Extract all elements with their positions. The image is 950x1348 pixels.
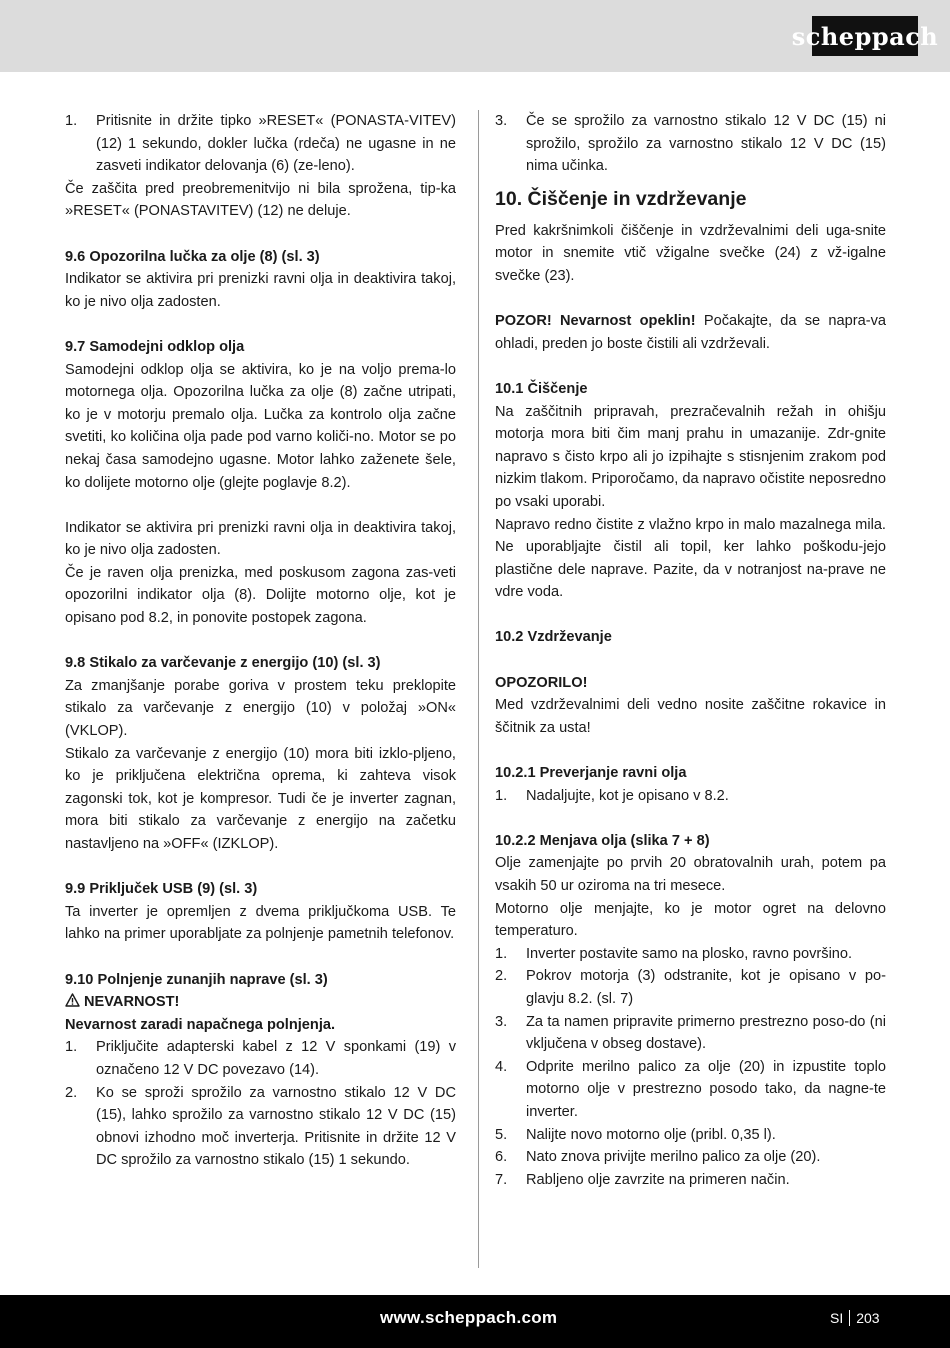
paragraph: Indikator se aktivira pri prenizki ravni olja in deaktivira takoj, ko je nivo olja zadosten.: [65, 271, 456, 310]
list-number: 1.: [495, 945, 508, 962]
list-text: Nato znova privijte merilno palico za olje (20).: [526, 1149, 821, 1166]
list-text: Nalijte novo motorno olje (pribl. 0,35 l).: [526, 1126, 776, 1143]
list-item: [495, 1146, 886, 1169]
website-url: www.scheppach.com: [380, 1308, 558, 1327]
list-text: Pokrov motorja (3) odstranite, kot je opisano v po-glavju 8.2. (sl. 7): [526, 968, 886, 1007]
warning-label: NEVARNOST!: [84, 994, 180, 1011]
warning-subtitle: Nevarnost zaradi napačnega polnjenja.: [65, 1016, 336, 1033]
warning-triangle-icon: [65, 993, 80, 1007]
list-number: 1.: [65, 113, 78, 129]
list-text: Pritisnite in držite tipko »RESET« (PONASTA-VITEV) (12) 1 sekundo, dokler lučka (rdeča) ne ugasne in ne zasveti indikator delovanja (6) (ze-leno).: [96, 113, 456, 175]
list-text: Rabljeno olje zavrzite na primeren način.: [526, 1171, 790, 1188]
left-column: [65, 110, 456, 1172]
warning-label: OPOZORILO!: [495, 674, 588, 691]
list-number: 7.: [495, 1171, 508, 1188]
section-heading-10-2: 10.2 Vzdrževanje: [495, 629, 612, 646]
caution-label: POZOR! Nevarnost opeklin!: [495, 313, 696, 330]
list-item: [65, 110, 456, 178]
list-item: [495, 943, 886, 966]
section-heading-9-8: 9.8 Stikalo za varčevanje z energijo (10) (sl. 3): [65, 655, 381, 672]
paragraph: Napravo redno čistite z vlažno krpo in malo mazalnega mila. Ne uporabljajte čistil ali topil, ker lahko poškodu-jejo plastične dele naprave. Pazite, da v notranjost na-prave ne vdre voda.: [495, 516, 886, 601]
section-heading-9-9: 9.9 Priključek USB (9) (sl. 3): [65, 881, 258, 898]
paragraph: Če je raven olja prenizka, med poskusom zagona zas-veti opozorilni indikator olja (8). Dolijte motorno olje, kot je opisano pod 8.2, in ponovite postopek zagona.: [65, 564, 456, 627]
paragraph: Stikalo za varčevanje z energijo (10) mora biti izklo-pljeno, ko je priključena električna oprema, ki zahteva visok zagonski tok, kot je kompresor. Tudi če je inverter zagnan, mora biti stikalo za varčevanje z energijo na začetku nastavljeno na »OFF« (IZKLOP).: [65, 745, 456, 852]
list-item: [495, 110, 886, 178]
list-item: [495, 785, 886, 808]
list-item: [495, 1056, 886, 1124]
header-bar: [0, 0, 950, 72]
chapter-heading-10: 10. Čiščenje in vzdrževanje: [495, 187, 747, 210]
list-text: Inverter postavite samo na plosko, ravno površino.: [526, 945, 853, 962]
paragraph: Na zaščitnih pripravah, prezračevalnih režah in ohišju motorja mora biti čim manj prahu in umazanije. Zdr-gnite napravo s čisto krpo ali jo izpihajte s stisnjenim zrakom pod nizkim tlakom. Priporočamo, da napravo očistite neposredno po vsaki uporabi.: [495, 403, 886, 510]
list-number: 2.: [495, 968, 508, 985]
list-item: [495, 1124, 886, 1147]
list-number: 3.: [495, 1013, 508, 1030]
list-number: 1.: [495, 787, 508, 804]
list-number: 4.: [495, 1058, 508, 1075]
section-heading-10-1: 10.1 Čiščenje: [495, 380, 588, 397]
oil-change-steps: [495, 943, 886, 1192]
section-heading-9-6: 9.6 Opozorilna lučka za olje (8) (sl. 3): [65, 248, 320, 265]
list-number: 3.: [495, 113, 508, 129]
list-number: 1.: [65, 1039, 78, 1056]
page-value: 203: [856, 1310, 880, 1326]
brand-logo: scheppach: [812, 16, 918, 56]
paragraph: Če zaščita pred preobremenitvijo ni bila sprožena, tip-ka »RESET« (PONASTAVITEV) (12) ne deluje.: [65, 180, 456, 220]
list-number: 5.: [495, 1126, 508, 1143]
list-item: [495, 1011, 886, 1056]
paragraph: Ta inverter je opremljen z dvema priključkoma USB. Te lahko na primer uporabljate za polnjenje pametnih telefonov.: [65, 903, 456, 943]
section-heading-10-2-1: 10.2.1 Preverjanje ravni olja: [495, 765, 687, 782]
paragraph: Indikator se aktivira pri prenizki ravni olja in deaktivira takoj, ko je nivo olja zadosten.: [65, 519, 456, 559]
list-text: Če se sprožilo za varnostno stikalo 12 V DC (15) ni sprožilo, sprožilo za varnostno stikalo 12 V DC (15) nima učinka.: [526, 113, 886, 175]
language-code: SI: [830, 1310, 844, 1326]
paragraph: Samodejni odklop olja se aktivira, ko je na voljo prema-lo motornega olja. Opozorilna lučka za olje (8) začne utripati, ko je v motorju premalo olja. Lučka za kontrolo olja začne svetiti, ko količina olja pade pod varno količi-no. Motor se po nekaj časa samodejno ugasne. Motor lahko zaženete šele, ko dolijete motorno olje (glejte poglavje 8.2).: [65, 361, 456, 491]
list-item: [495, 1169, 886, 1192]
list-text: Ko se sproži sprožilo za varnostno stikalo 12 V DC (15), lahko sprožilo za varnostno stikalo 12 V DC (15) obnovi izhodno moč inverterja. Pritisnite in držite 12 V DC sprožilo za varnostno stikalo (15) 1 sekundo.: [96, 1084, 456, 1169]
paragraph: Med vzdrževalnimi deli vedno nosite zaščitne rokavice in ščitnik za usta!: [495, 697, 886, 736]
section-heading-10-2-2: 10.2.2 Menjava olja (slika 7 + 8): [495, 832, 710, 849]
page-number: [830, 1310, 880, 1326]
list-text: Odprite merilno palico za olje (20) in izpustite toplo motorno olje v prestrezno posodo tako, da nagne-te inverter.: [526, 1058, 886, 1120]
section-heading-9-7: 9.7 Samodejni odklop olja: [65, 338, 245, 355]
right-column: [495, 110, 886, 1191]
paragraph: Motorno olje menjajte, ko je motor ogret na delovno temperaturo.: [495, 900, 886, 940]
list-item: [65, 1082, 456, 1172]
section-heading-9-10: 9.10 Polnjenje zunanjih naprave (sl. 3): [65, 971, 328, 988]
list-text: Za ta namen pripravite primerno prestrezno poso-do (ni vključena v obseg dostave).: [526, 1013, 886, 1053]
paragraph: Pred kakršnimkoli čiščenje in vzdrževalnimi deli uga-snite motor in snemite vtič vžigalne svečke (24) z vž-igalne svečke (23).: [495, 222, 886, 284]
caution-text: Počakajte, da se napra-va ohladi, preden jo boste čistili ali vzdrževali.: [495, 313, 887, 352]
list-text: Priključite adapterski kabel z 12 V sponkami (19) v označeno 12 V DC povezavo (14).: [96, 1039, 456, 1078]
list-item: [65, 1036, 456, 1081]
footer-bar: [0, 1295, 950, 1348]
list-item: [495, 965, 886, 1010]
list-text: Nadaljujte, kot je opisano v 8.2.: [526, 787, 729, 804]
list-number: 6.: [495, 1149, 508, 1166]
column-divider: [478, 110, 479, 1268]
list-number: 2.: [65, 1084, 78, 1101]
paragraph: Za zmanjšanje porabe goriva v prostem teku preklopite stikalo za varčevanje z energijo (10) v položaj »ON« (VKLOP).: [65, 677, 456, 740]
warning-line: [65, 991, 456, 1014]
page-separator: [849, 1310, 850, 1326]
caution-paragraph: [495, 310, 886, 355]
paragraph: Olje zamenjajte po prvih 20 obratovalnih urah, potem pa vsakih 50 ur oziroma na tri mesece.: [495, 855, 886, 894]
